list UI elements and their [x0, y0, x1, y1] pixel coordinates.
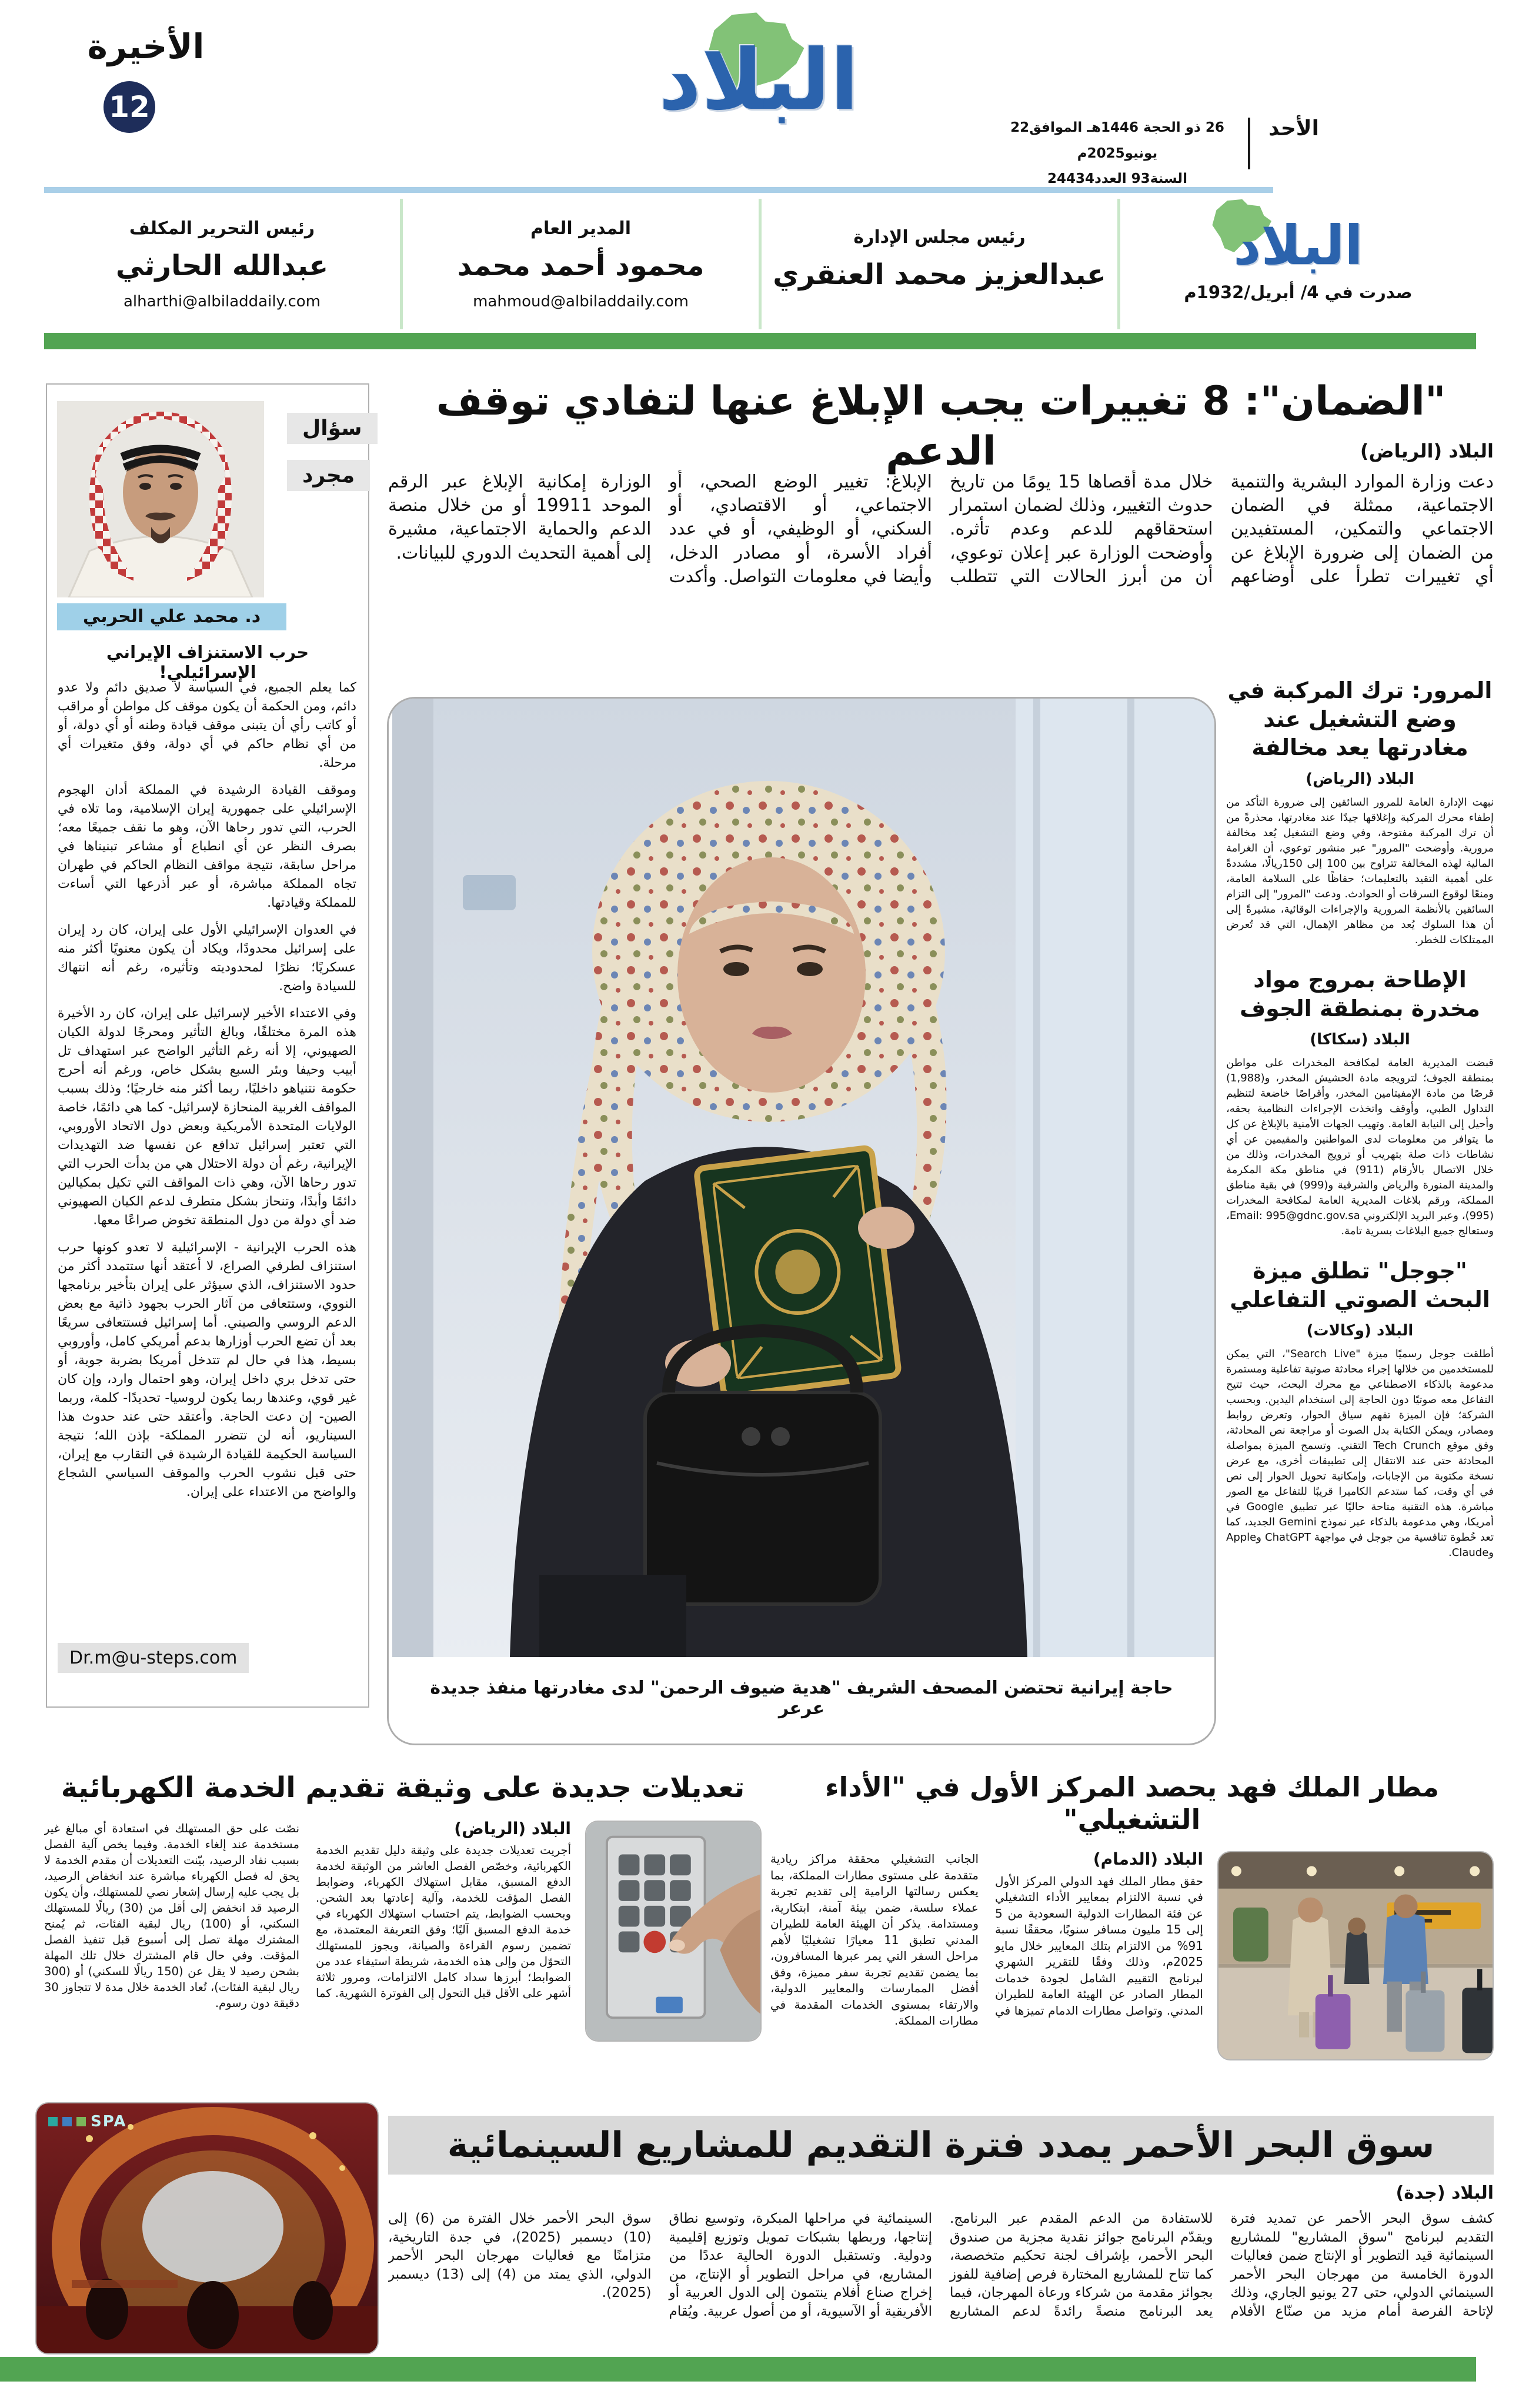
article-columns: [44, 1821, 571, 2039]
masthead-logo-cell: [1120, 199, 1476, 329]
role-email: mahmoud@albiladdaily.com: [473, 292, 689, 310]
columnist-email: Dr.m@u-steps.com: [58, 1643, 249, 1673]
role-name: عبدالعزيز محمد العنقري: [773, 258, 1106, 291]
role-name: محمود أحمد محمد: [457, 249, 705, 282]
logo-wordmark: البلاد: [658, 32, 859, 129]
spa-logo-square: [48, 2117, 58, 2126]
prepaid-meter-illustration: [586, 1822, 760, 2040]
author-photo: [57, 401, 264, 597]
article-headline: المرور: ترك المركبة في وضع التشغيل عند مغادرتها يعد مخالفة: [1227, 677, 1493, 761]
article-body: نبهت الإدارة العامة للمرور السائقين إلى ضرورة التأكد من إطفاء محرك المركبة وإغلاقها جيدًا عند مغادرتها، محذرةً من أن ترك المركبة مفتوحة، وفي وضع التشغيل يُعد مخالفة مرورية. وأوضحت "المرور" عبر منشور توعوي، أن الغرامة المالية لهذه المخالفة تتراوح بين 100 إلى 150ريالًا، مشددةً على أهمية التقيد بالتعليمات؛ حفاظًا على السلامة العامة، ومنعًا لوقوع السرقات أو الحوادث. ودعت "المرور" إلى التزام السائقين بالأنظمة المرورية والإجراءات الوقائية، مشيرةً إلى أن هذا السلوك يُعد من مظاهر الإهمال، التي قد تُعرض الممتلكات للخطر.: [1226, 796, 1494, 946]
hijri-gregorian-date: 26 ذو الحجة 1446هـ الموافق22 يونيو2025م: [1010, 120, 1224, 161]
opinion-paragraph: وموقف القيادة الرشيدة في المملكة أدان الهجوم الإسرائيلي على جمهورية إيران الإسلامية، وما تلاه في الحرب، التي تدور رحاها الآن، وهو ما نقف جميعًا معه؛ بصرف النظر عن أي انطباع أو مشاعر تبنيناها في مراحل سابقة، نتيجة مواقف النظام الحاكم في طهران تجاه المملكة مباشرة، أو عبر أذرعها التي أساءت للمملكة وقيادتها.: [58, 783, 356, 910]
article-body: أطلقت جوجل رسميًا ميزة "Search Live"، التي يمكن للمستخدمين من خلالها إجراء محادثة صوتية تفاعلية ومستمرة مدعومة بالذكاء الاصطناعي مع محرك البحث، حيث تتيح التفاعل معه صوتيًا دون الحاجة إلى استخدام اليدين. وبحسب الشركة؛ فإن الميزة تفهم سياق الحوار، وتعرض روابط ومصادر، ويمكن الكتابة بدل الصوت أو مراجعة نص المحادثة، وفق موقع Tech Crunch التقني. وتسمح الميزة بمواصلة المحادثة حتى عند الانتقال إلى تطبيقات أخرى، مع عرض نسخة مكتوبة من الإجابات، وإمكانية تحويل الحوار إلى نص في أي وقت، كما ستدعم الكاميرا قريبًا للتفاعل مع الصور مباشرة. هذه التقنية متاحة حاليًا عبر تطبيق Google في أمريكا، وهي مدعومة بالذكاء عبر نموذج Gemini الجديد، كما تعد خُطوة تنافسية من جوجل في مواجهة ChatGPT وApple وClaude.: [1226, 1348, 1494, 1559]
main-photo-illustration: [392, 699, 1214, 1657]
spa-logo-text: SPA: [91, 2113, 127, 2130]
spa-logo-square: [76, 2117, 86, 2126]
opinion-body: [58, 679, 356, 1614]
article-electricity: [44, 1771, 762, 2042]
article-headline: تعديلات جديدة على وثيقة تقديم الخدمة الكهربائية: [61, 1771, 745, 1804]
redsea-byline: البلاد (جدة): [1396, 2183, 1494, 2203]
newspaper-logo: [597, 6, 920, 156]
article-airport: [770, 1771, 1494, 2060]
date-block: [994, 115, 1241, 192]
article-headline: مطار الملك فهد يحصد المركز الأول في "الأداء التشغيلي": [825, 1771, 1439, 1836]
article-byline: البلاد (الرياض): [1306, 770, 1414, 788]
founded-line: صدرت في 4/ أبريل/1932م: [1184, 282, 1413, 302]
opinion-paragraph: هذه الحرب الإيرانية - الإسرائيلية لا تعدو كونها حرب استنزاف لطرفي الصراع، لا أعتقد أنها ستتمدد أكثر من حدود الاستنزاف، الذي سيؤثر على إيران بتأخير برنامجها النووي، وستتعافى من آثار الحرب بجهود ذاتية مع بعض الدعم الروسي والصيني. أما إسرائيل فستتعافى سريعًا بعد أن تضع الحرب أوزارها بدعم أمريكي كامل، وأوروبي بسيط، هذا في حال لم تتدخل أمريكا بضربة جوية، أو حتى تدخل بري داخل إيران، وهو احتمال وارد، وإن كان غير قوي، وعندها ربما يكون لروسيا- تحديدًا- كلمة، وربما الصين- إن دعت الحاجة. وأعتقد حتى عند حدوث هذا السيناريو، أنه لن تتضرر المملكة- بإذن الله؛ نتيجة السياسة الحكيمة للقيادة الرشيدة في التقارب مع إيران، حتى قبل نشوب الحرب والموقف السياسي الشجاع والواضح من الاعتداء على إيران.: [58, 1240, 356, 1499]
opinion-paragraph: كما يعلم الجميع، في السياسة لا صديق دائم ولا عدو دائم، ومن الحكمة أن يكون موقف كل مواطن أو مراقب أو كاتب رأي أن يتبنى موقف قيادة وطنه أو أي دولة، أو من أي نظام حاكم في أي دولة، وفق متغيرات أي مرحلة.: [58, 680, 356, 770]
spa-watermark: [48, 2113, 127, 2130]
article-byline: البلاد (وكالات): [1306, 1322, 1414, 1340]
article-traffic: [1226, 676, 1494, 948]
logo-wordmark: البلاد: [1233, 214, 1363, 277]
redsea-body: كشف سوق البحر الأحمر عن تمديد فترة التقديم لبرنامج "سوق المشاريع" للمشاريع السينمائية قيد التطوير أو الإنتاج ضمن فعاليات الدورة الخامسة من مهرجان البحر الأحمر السينمائي الدولي، حتى 27 يونيو الجاري، وذلك لإتاحة الفرصة أمام مزيد من صنّاع الأفلام للاستفادة من الدعم المقدم عبر البرنامج. ويقدّم البرنامج جوائز نقدية مجزية من صندوق البحر الأحمر، بإشراف لجنة تحكيم متخصصة، كما تتاح للمشاريع المختارة فرص إضافية للفوز بجوائز مقدمة من شركاء ورعاة المهرجان، فيما يعد البرنامج منصةً رائدةً لدعم المشاريع السينمائية في مراحلها المبكرة، وتوسيع نطاق إنتاجها، وربطها بشبكات تمويل وتوزيع إقليمية ودولية. وتستقبل الدورة الحالية عددًا من المشاريع، في مراحل التطوير أو الإنتاج، من إخراج صناع أفلام ينتمون إلى الدول العربية أو الأفريقية أو الآسيوية، أو من أصول عربية. ويُقام سوق البحر الأحمر خلال الفترة من (6) إلى (10) ديسمبر (2025)، في جدة التاريخية، متزامنًا مع فعاليات مهرجان البحر الأحمر الدولي، الذي يمتد من (4) إلى (13) ديسمبر (2025).: [388, 2211, 1494, 2319]
edition-label: الأخيرة: [87, 26, 205, 66]
redsea-headline: سوق البحر الأحمر يمدد فترة التقديم للمشاريع السينمائية: [388, 2116, 1494, 2175]
columnist-name: د. محمد علي الحربي: [57, 603, 286, 630]
author-portrait-illustration: [57, 401, 264, 597]
role-title: المدير العام: [530, 218, 632, 239]
redsea-photo: [35, 2102, 379, 2354]
day-label: الأحد: [1268, 116, 1319, 141]
right-rail: [1226, 676, 1494, 1761]
opinion-title: حرب الاستنزاف الإيراني الإسرائيلي!: [106, 642, 309, 682]
article-byline: البلاد (الدمام): [1093, 1851, 1203, 1869]
page-number-badge: 12: [104, 81, 155, 133]
header-rule: [44, 187, 1273, 193]
main-photo-caption: حاجة إيرانية تحتضن المصحف الشريف "هدية ضيوف الرحمن" لدى مغادرتها منفذ جديدة عرعر: [430, 1678, 1173, 1719]
footer-green-bar: [0, 2357, 1476, 2382]
issue-number: السنة93 العدد24434: [1047, 171, 1187, 187]
article-byline: البلاد (الرياض): [454, 1820, 571, 1838]
role-title: رئيس التحرير المكلف: [129, 218, 315, 239]
header-divider: [1248, 118, 1250, 169]
masthead-role-general-manager: [403, 199, 762, 329]
airport-photo: [1217, 1851, 1494, 2060]
role-email: alharthi@albiladdaily.com: [123, 292, 321, 310]
electricity-photo: [585, 1821, 762, 2042]
opinion-paragraph: وفي الاعتداء الأخير لإسرائيل على إيران، كان رد الأخيرة هذه المرة مختلفًا، وبالغ التأثير ومحرجًا لدولة الكيان الصهيوني، إلا أنه رغم التأثير الواضح عبر استهداف تل أبيب وحيفا وبئر السبع بشكل خاص، ورغم أنه أحرج حكومة نتنياهو داخليًا، ربما أكثر منه خارجيًا؛ وذلك بسبب المواقف الغربية المنحازة لإسرائيل- كما هي دائمًا، خاصة الولايات المتحدة الأمريكية وبعض دول الاتحاد الأوروبي، التي تعتبر إسرائيل تدافع عن نفسها ضد التهديدات الإيرانية، رغم أن دولة الاحتلال هي من بدأت الحرب التي تدور رحاها الآن، وهي ذات المواقف التي تكيل بمكيالين دائمًا وأبدًا، وتنحاز بشكل متطرف لدعم الكيان الصهيوني ضد أي دولة من دول المنطقة تخوض صراعًا معها.: [58, 1006, 356, 1228]
column-kicker-word1: سؤال: [287, 413, 378, 444]
article-body: أجريت تعديلات جديدة على وثيقة دليل تقديم الخدمة الكهربائية، وخصّص الفصل العاشر من الوثيقة لخدمة الدفع المسبق، مقابل استهلاك الكهرباء، وضوابط الفصل المؤقت للخدمة، وآلية إعادتها بعد الشحن. وبحسب الضوابط، يتم احتساب استهلاك الكهرباء في خدمة الدفع المسبق آليًا؛ وفق التعريفة المعتمدة، مع تضمين رسوم القراءة والصيانة، ويجوز للمستهلك التحوّل من وإلى هذه الخدمة، شريطة استيفاء عدد من الضوابط؛ أبرزها سداد كامل الالتزامات، ومرور ثلاثة أشهر على الأقل قبل التحول إلى الفوترة الشهرية. كما نصّت على حق المستهلك في استعادة أي مبالغ غير مستخدمة عند إلغاء الخدمة. وفيما يخص آلية الفصل بسبب نفاد الرصيد، بيّنت التعديلات أن مقدم الخدمة لا يحق له فصل الكهرباء مباشرة عند انخفاض الرصيد، بل يجب عليه إرسال إشعار نصي للمستهلك، وأن يكون الرصيد قد انخفض إلى أقل من (30) ريالًا للمستهلك السكني، أو (100) ريال لبقية الفئات، ثم يُمنح المشترك مهلة تصل إلى أسبوع قبل تنفيذ الفصل المؤقت. وفي حال قام المشترك خلال تلك المهلة بشحن رصيد لا يقل عن (150 ريالًا للسكني) أو (300 ريال لبقية الفئات)، تُعاد الخدمة خلال مدة لا تتجاوز 30 دقيقة دون رسوم.: [44, 1821, 571, 2010]
lead-byline: البلاد (الرياض): [1360, 440, 1494, 462]
redsea-event-illustration: [36, 2103, 378, 2353]
masthead: [44, 199, 1476, 329]
main-photo: [387, 697, 1216, 1745]
opinion-column: [46, 383, 369, 1708]
article-columns: [770, 1851, 1203, 2058]
green-divider-bar: [44, 333, 1476, 349]
role-name: عبدالله الحارثي: [115, 249, 329, 282]
article-headline: الإطاحة بمروج مواد مخدرة بمنطقة الجوف: [1240, 966, 1480, 1021]
article-byline: البلاد (سكاكا): [1310, 1031, 1410, 1049]
article-headline: "جوجل" تطلق ميزة البحث الصوتي التفاعلي: [1230, 1258, 1490, 1312]
role-title: رئيس مجلس الإدارة: [853, 226, 1026, 248]
article-google-search-live: [1226, 1257, 1494, 1561]
spa-logo-square: [62, 2117, 72, 2126]
opinion-paragraph: في العدوان الإسرائيلي الأول على إيران، كان رد إيران على إسرائيل محدودًا، ويكاد أن يكون معنويًا أكثر منه عسكريًا؛ نظرًا لمحدوديته وتأثيره، رغم أنه انتهاك للسيادة واضح.: [58, 923, 356, 994]
masthead-role-editor-in-chief: [44, 199, 403, 329]
article-drug-bust: [1226, 966, 1494, 1239]
column-kicker-word2: مجرد: [287, 460, 370, 491]
article-body: قبضت المديرية العامة لمكافحة المخدرات على مواطن بمنطقة الجوف؛ لترويجه مادة الحشيش المخدر، و(1,988) قرصًا من مادة الإمفيتامين المخدر، وأقراصًا خاضعة لتنظيم التداول الطبي، وأوقف واتخذت الإجراءات النظامية بحقه، وأحيل إلى النيابة العامة. وتهيب الجهات الأمنية بالإبلاغ عن كل ما يتوافر من معلومات لدى المواطنين والمقيمين عن أي نشاطات ذات صلة بتهريب أو ترويج المخدرات، وذلك من خلال الاتصال بالأرقام (911) في مناطق مكة المكرمة والمدينة المنورة والرياض والشرقية و(999) في بقية مناطق المملكة، ورقم بلاغات المديرية العامة لمكافحة المخدرات (995)، وعبر البريد الإلكتروني Email: 995@gdnc.gov.sa، وستعالج جميع البلاغات بسرية تامة.: [1226, 1057, 1494, 1238]
masthead-role-chairman: [762, 199, 1120, 329]
lead-body: دعت وزارة الموارد البشرية والتنمية الاجتماعية، ممثلة في الضمان الاجتماعي والتمكين، المستفيدين من الضمان إلى ضرورة الإبلاغ عن أي تغييرات تطرأ على أوضاعهم خلال مدة أقصاها 15 يومًا من تاريخ حدوث التغيير، وذلك لضمان استمرار استحقاقهم للدعم وعدم تأثره. وأوضحت الوزارة عبر إعلان توعوي، أن من أبرز الحالات التي تتطلب الإبلاغ: تغيير الوضع الصحي، أو الاجتماعي، أو الاقتصادي، أو السكني، أو الوظيفي، أو في عدد أفراد الأسرة، أو مصادر الدخل، وأيضا في معلومات التواصل. وأكدت الوزارة إمكانية الإبلاغ عبر الرقم الموحد 19911 أو من خلال منصة الدعم والحماية الاجتماعية، مشيرة إلى أهمية التحديث الدوري للبيانات.: [388, 472, 1494, 587]
airport-photo-illustration: [1218, 1852, 1493, 2059]
lead-headline: "الضمان": 8 تغييرات يجب الإبلاغ عنها لتفادي توقف الدعم: [436, 378, 1446, 475]
article-body: حقق مطار الملك فهد الدولي المركز الأول في نسبة الالتزام بمعايير الأداء التشغيلي عن فئة المطارات الدولية السعودية من 5 إلى 15 مليون مسافر سنويًا، محققًا نسبة 91% من الالتزام بتلك المعايير خلال مايو 2025م، وذلك وفقًا للتقرير الشهري لبرنامج التقييم الشامل لجودة خدمات المطار الصادر عن الهيئة العامة للطيران المدني. وتواصل مطارات الدمام تميزها في الجانب التشغيلي محققة مراكز ريادية متقدمة على مستوى مطارات المملكة، بما يعكس رسالتها الرامية إلى تقديم تجربة عملاء سلسة، ضمن بيئة آمنة، ابتكارية، ومستدامة. يذكر أن الهيئة العامة للطيران المدني تطبق 11 معيارًا تشغيليًا لأهم مراحل السفر التي يمر عبرها المسافرون، بما يضمن تقديم تجربة سفر مميزة، وفق أفضل الممارسات والمعايير الدولية، والارتقاء بمستوى الخدمات المقدمة في مطارات المملكة.: [770, 1852, 1203, 2028]
